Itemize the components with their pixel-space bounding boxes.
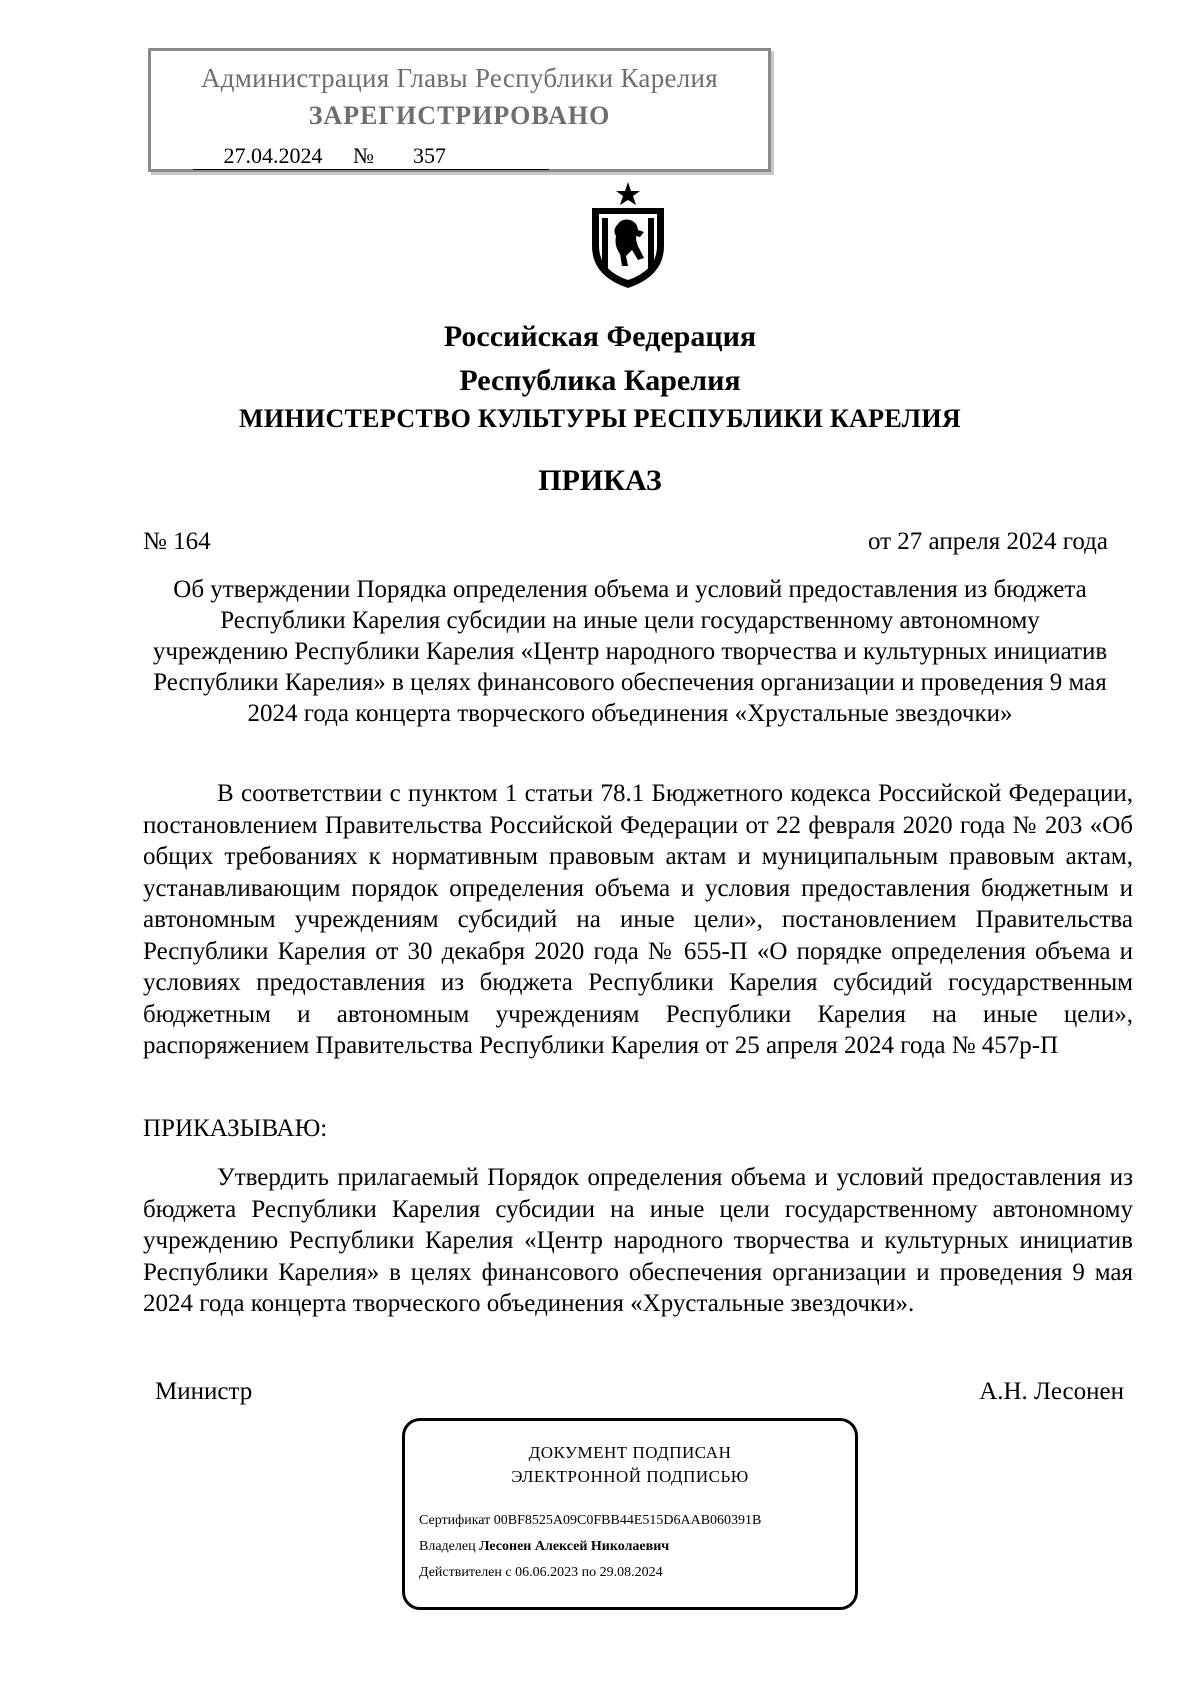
esig-owner-value: Лесонен Алексей Николаевич (479, 1539, 670, 1554)
registration-status: ЗАРЕГИСТРИРОВАНО (308, 101, 611, 130)
esig-valid-to: 29.08.2024 (599, 1565, 663, 1580)
esig-certificate-label: Сертификат (419, 1513, 491, 1528)
esig-owner-row (419, 1539, 669, 1555)
esig-valid-to-label: по (581, 1565, 597, 1580)
body-paragraph-resolution: Утвердить прилагаемый Порядок определения объема и условий предоставления из бюджета Республики Карелия субсидии на иные цели государственному автономному учреждению Республики Карелия «Центр народного творчества и культурных инициатив Республики Карелия» в целях финансового обеспечения организации и проведения 9 мая 2024 года концерта творческого объединения «Хрустальные звездочки». (143, 1164, 1133, 1317)
registration-stamp (148, 48, 771, 172)
directive-heading: ПРИКАЗЫВАЮ: (143, 1115, 328, 1142)
order-number: № 164 (143, 528, 211, 555)
karelia-coat-of-arms-icon (582, 180, 674, 290)
signer-name: А.Н. Лесонен (979, 1378, 1124, 1405)
esig-valid-label: Действителен с (419, 1565, 512, 1580)
header-country: Российская Федерация (443, 320, 757, 353)
header-republic: Республика Карелия (459, 364, 741, 397)
esig-valid-from: 06.06.2023 (515, 1565, 579, 1580)
header-ministry: МИНИСТЕРСТВО КУЛЬТУРЫ РЕСПУБЛИКИ КАРЕЛИЯ (239, 404, 961, 433)
esig-owner-label: Владелец (419, 1539, 476, 1554)
registration-number-row (193, 143, 549, 169)
signer-position: Министр (155, 1378, 253, 1405)
registration-number: 357 (379, 143, 549, 170)
esig-title-line1: ДОКУМЕНТ ПОДПИСАН (528, 1443, 732, 1462)
esig-certificate-value: 00BF8525A09C0FBB44E515D6AAB060391B (493, 1513, 762, 1528)
document-type: ПРИКАЗ (538, 464, 662, 497)
order-subject: Об утверждении Порядка определения объема и условий предоставления из бюджета Республики Карелия субсидии на иные цели государственному автономному учреждению Республики Карелия «Центр народного творчества и культурных инициатив Республики Карелия» в целях финансового обеспечения организации и проведения 9 мая 2024 года концерта творческого объединения «Хрустальные звездочки» (152, 576, 1108, 727)
electronic-signature-stamp (402, 1418, 858, 1610)
registration-authority: Администрация Главы Республики Карелия (200, 63, 719, 93)
order-date: от 27 апреля 2024 года (867, 528, 1108, 555)
esig-certificate-row (419, 1513, 761, 1529)
esig-title-line2: ЭЛЕКТРОННОЙ ПОДПИСЬЮ (511, 1467, 749, 1486)
body-paragraph-basis: В соответствии с пунктом 1 статьи 78.1 Бюджетного кодекса Российской Федерации, постановлением Правительства Российской Федерации от 22 февраля 2020 года № 203 «Об общих требованиях к нормативным правовым актам и муниципальным правовым актам, устанавливающим порядок определения объема и условия предоставления бюджетным и автономным учреждениям субсидий на иные цели», постановлением Правительства Республики Карелия от 30 декабря 2020 года № 655-П «О порядке определения объема и условиях предоставления из бюджета Республики Карелия субсидий государственным бюджетным и автономным учреждениям Республики Карелия на иные цели», распоряжением Правительства Республики Карелия от 25 апреля 2024 года № 457р-П (143, 780, 1133, 1059)
registration-number-sign: № (353, 143, 379, 170)
esig-validity-row (419, 1565, 663, 1581)
registration-date: 27.04.2024 (193, 143, 353, 170)
